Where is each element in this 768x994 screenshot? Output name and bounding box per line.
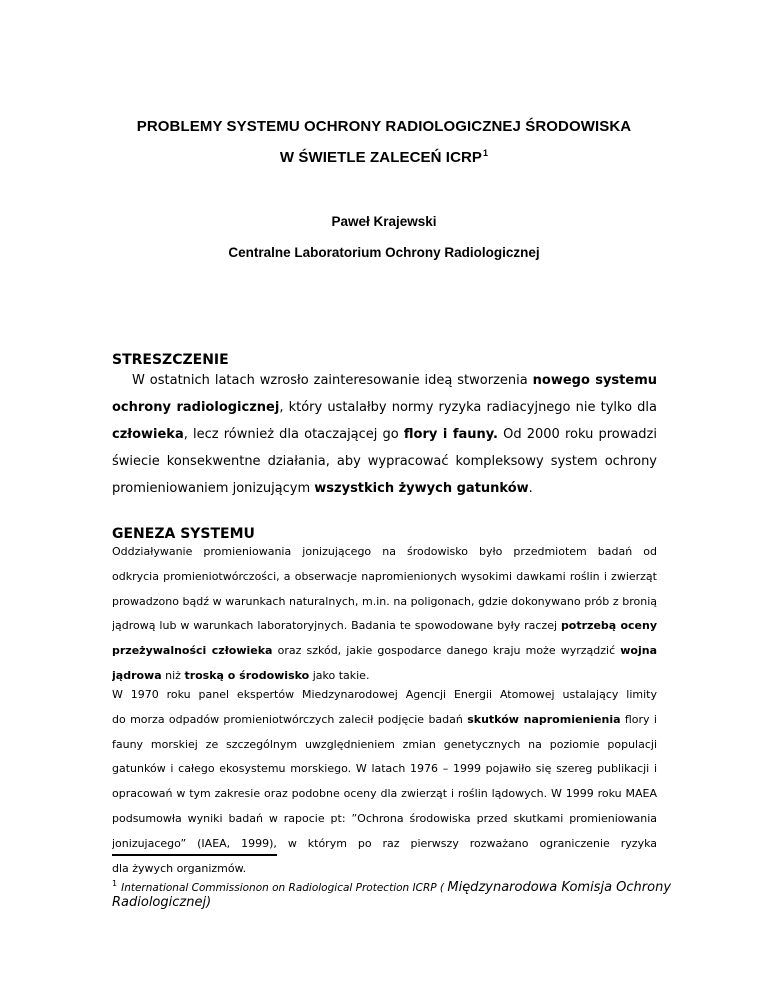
title-line2-text: W ŚWIETLE ZALECEŃ ICRP	[279, 149, 483, 166]
genesis-line: dla żywych organizmów.	[112, 861, 247, 875]
genesis-line: podsumowła wyniki badań w rapocie pt: ”Ochrona środowiska przed skutkami promieniowania	[112, 811, 657, 825]
author-affiliation: Centralne Laboratorium Ochrony Radiologicznej	[228, 245, 540, 260]
genesis-line: gatunków i całego ekosystemu morskiego. W latach 1976 – 1999 pojawiło się szereg publikacji i	[112, 762, 657, 776]
abstract-line: człowieka, lecz również dla otaczającej go flory i fauny. Od 2000 roku prowadzi	[112, 427, 657, 442]
genesis-line: przeżywalności człowieka oraz szkód, jakie gospodarce danego kraju może wyrządzić wojna	[112, 644, 657, 658]
footnote-reference[interactable]: 1	[483, 148, 489, 158]
document-title-line1: PROBLEMY SYSTEMU OCHRONY RADIOLOGICZNEJ ŚRODOWISKA	[136, 118, 632, 135]
genesis-line: opracowań w tym zakresie oraz podobne oceny dla zwierząt i roślin lądowych. W 1999 roku MAEA	[112, 787, 657, 801]
footnote-text-english: International Commissionon on Radiological Protection ICRP (	[121, 882, 448, 894]
abstract-paragraph	[112, 367, 657, 502]
section-heading-genesis: GENEZA SYSTEMU	[112, 526, 255, 542]
footnote-mark: 1	[112, 879, 118, 888]
abstract-line: ochrony radiologicznej, który ustalałby normy ryzyka radiacyjnego nie tylko dla	[112, 400, 657, 415]
genesis-line: jonizujacego” (IAEA, 1999), w którym po raz pierwszy rozważano ograniczenie ryzyka	[112, 836, 657, 850]
genesis-paragraph-1	[112, 540, 657, 689]
abstract-line: promieniowaniem jonizującym wszystkich żywych gatunków.	[112, 481, 533, 496]
footnote-separator	[112, 854, 277, 856]
footnote-text-polish: Międzynarodowa Komisja Ochrony	[447, 880, 672, 895]
genesis-line: jądrową lub w warunkach laboratoryjnych. Badania te spowodowane były raczej potrzebą oceny	[112, 619, 657, 633]
genesis-line: Oddziaływanie promieniowania jonizującego na środowisko było przedmiotem badań od	[112, 545, 657, 558]
genesis-line: W 1970 roku panel ekspertów Miedzynarodowej Agencji Energii Atomowej ustalający limity	[112, 688, 657, 701]
genesis-line: fauny morskiej ze szczególnym uwzględnieniem zmian genetycznych na poziomie populacji	[112, 737, 657, 751]
genesis-line: prowadzono bądź w warunkach naturalnych, m.in. na poligonach, gdzie dokonywano prób z bronią	[112, 594, 657, 608]
document-title-line2	[60, 148, 708, 166]
footnote	[112, 876, 672, 910]
author-name: Paweł Krajewski	[331, 214, 437, 229]
abstract-line: W ostatnich latach wzrosło zainteresowanie ideą stworzenia nowego systemu	[132, 373, 657, 388]
abstract-line: świecie konsekwentne działania, aby wypracować kompleksowy system ochrony	[112, 454, 657, 469]
genesis-paragraph-2	[112, 683, 657, 881]
genesis-line: jądrowa niż troską o środowisko jako takie.	[112, 668, 370, 682]
footnote-text-continuation: Radiologicznej)	[112, 895, 212, 910]
genesis-line: do morza odpadów promieniotwórczych zalecił podjęcie badań skutków napromienienia flory i	[112, 712, 657, 726]
section-heading-abstract: STRESZCZENIE	[112, 352, 229, 368]
genesis-line: odkrycia promieniotwórczości, a obserwacje napromienionych wysokimi dawkami roślin i zwierząt	[112, 569, 657, 583]
